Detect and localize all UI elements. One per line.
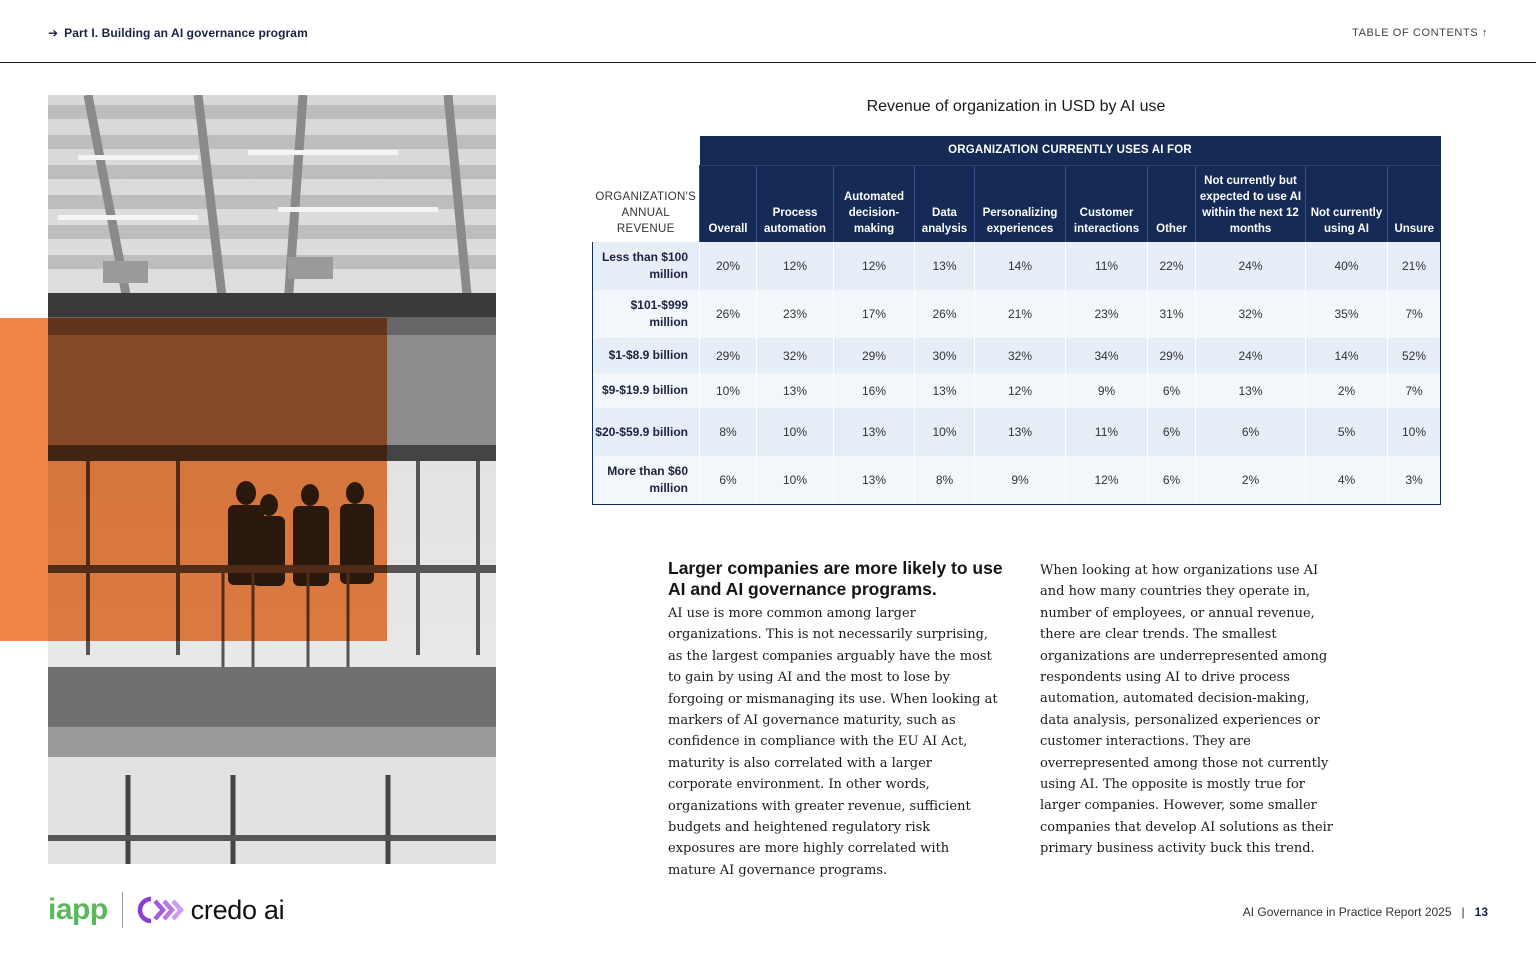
table-cell: 10%: [700, 373, 757, 408]
footer-logos: [48, 888, 284, 932]
table-cell: 3%: [1388, 456, 1441, 504]
table-cell: 13%: [834, 408, 915, 456]
page-footer: [1243, 905, 1488, 919]
table-cell: 17%: [834, 290, 915, 338]
table-cell: 35%: [1306, 290, 1388, 338]
column-header: Personalizing experiences: [975, 165, 1066, 242]
table-corner-blank: [593, 136, 700, 165]
table-cell: 21%: [1388, 242, 1441, 290]
table-cell: 14%: [975, 242, 1066, 290]
table-cell: 12%: [1066, 456, 1148, 504]
table-cell: 9%: [975, 456, 1066, 504]
revenue-table: [592, 136, 1441, 505]
table-cell: 52%: [1388, 338, 1441, 373]
table-cell: 4%: [1306, 456, 1388, 504]
column-header: Overall: [700, 165, 757, 242]
column-header: Not currently but expected to use AI within the next 12 months: [1196, 165, 1306, 242]
table-cell: 13%: [915, 373, 975, 408]
table-cell: 10%: [757, 408, 834, 456]
credo-ai-mark-icon: [137, 895, 185, 925]
orange-accent-block: [0, 318, 387, 641]
table-cell: 40%: [1306, 242, 1388, 290]
table-cell: 13%: [757, 373, 834, 408]
table-cell: 9%: [1066, 373, 1148, 408]
credo-ai-logo: credo ai: [190, 894, 285, 925]
table-cell: 23%: [757, 290, 834, 338]
report-title: AI Governance in Practice Report 2025: [1242, 905, 1452, 919]
table-row: [593, 242, 1441, 290]
arrow-up-icon: ↑: [1481, 27, 1488, 39]
table-cell: 24%: [1196, 242, 1306, 290]
table-cell: 13%: [1196, 373, 1306, 408]
table-cell: 12%: [834, 242, 915, 290]
article-heading: Larger companies are more likely to use AI and AI governance programs.: [668, 558, 1003, 599]
article-paragraph-1: AI use is more common among larger organizations. This is not necessarily surprising, as the largest companies arguably have the most to gain by using AI and the most to lose by forgoing or mismanaging its use. When looking at markers of AI governance maturity, such as confidence in compliance with the EU AI Act, maturity is also correlated with a larger corporate environment. In other words, organizations with greater revenue, sufficient budgets and heightened regulatory risk exposures are more highly correlated with mature AI governance programs.: [668, 606, 998, 878]
iapp-logo: iapp: [48, 893, 108, 926]
table-cell: 6%: [1148, 373, 1196, 408]
table-cell: 13%: [834, 456, 915, 504]
page-number: 13: [1474, 905, 1488, 919]
column-header: Process automation: [757, 165, 834, 242]
column-header: Not currently using AI: [1306, 165, 1388, 242]
table-cell: 32%: [975, 338, 1066, 373]
column-header: Customer interactions: [1066, 165, 1148, 242]
row-label: $101-$999 million: [593, 290, 700, 338]
table-cell: 10%: [1388, 408, 1441, 456]
group-header: ORGANIZATION CURRENTLY USES AI FOR: [700, 136, 1441, 165]
table-cell: 10%: [757, 456, 834, 504]
table-row: [593, 456, 1441, 504]
toc-label: TABLE OF CONTENTS: [1352, 27, 1479, 39]
table-row: [593, 408, 1441, 456]
table-cell: 2%: [1306, 373, 1388, 408]
article-paragraph-2: When looking at how organizations use AI and how many countries they operate in, number of employees, or annual revenue, there are clear trends. The smallest organizations are underrepresented among respondents using AI to drive process automation, automated decision-making, data analysis, personalized experiences or customer interactions. They are overrepresented among those not currently using AI. The opposite is mostly true for larger companies. However, some smaller companies that develop AI solutions as their primary business activity buck this trend.: [1040, 563, 1334, 857]
table-cell: 29%: [1148, 338, 1196, 373]
table-cell: 16%: [834, 373, 915, 408]
table-cell: 26%: [915, 290, 975, 338]
table-row: [593, 338, 1441, 373]
row-label: Less than $100 million: [593, 242, 700, 290]
table-cell: 7%: [1388, 373, 1441, 408]
table-cell: 5%: [1306, 408, 1388, 456]
page-header: [0, 0, 1536, 63]
row-label: $1-$8.9 billion: [593, 338, 700, 373]
footer-divider: |: [1461, 905, 1465, 919]
table-cell: 2%: [1196, 456, 1306, 504]
arrow-right-icon: ➔: [48, 26, 59, 40]
table-cell: 7%: [1388, 290, 1441, 338]
row-label: $9-$19.9 billion: [593, 373, 700, 408]
column-header: Unsure: [1388, 165, 1441, 242]
logo-divider: [122, 892, 123, 928]
table-cell: 22%: [1148, 242, 1196, 290]
table-cell: 29%: [834, 338, 915, 373]
row-axis-header: ORGANIZATION'S ANNUAL REVENUE: [595, 191, 697, 235]
breadcrumb[interactable]: [48, 26, 308, 40]
breadcrumb-label: Part I. Building an AI governance program: [64, 26, 308, 40]
table-cell: 13%: [915, 242, 975, 290]
table-cell: 31%: [1148, 290, 1196, 338]
table-of-contents-link[interactable]: [1352, 27, 1488, 39]
table-cell: 11%: [1066, 408, 1148, 456]
table-cell: 32%: [757, 338, 834, 373]
table-title: Revenue of organization in USD by AI use: [866, 98, 1166, 115]
table-cell: 12%: [975, 373, 1066, 408]
table-cell: 8%: [915, 456, 975, 504]
table-cell: 26%: [700, 290, 757, 338]
table-cell: 30%: [915, 338, 975, 373]
column-header: Automated decision-making: [834, 165, 915, 242]
row-label: More than $60 million: [593, 456, 700, 504]
table-cell: 29%: [700, 338, 757, 373]
table-row: [593, 290, 1441, 338]
column-header: Data analysis: [915, 165, 975, 242]
table-cell: 6%: [1196, 408, 1306, 456]
table-cell: 20%: [700, 242, 757, 290]
row-label: $20-$59.9 billion: [593, 408, 700, 456]
table-cell: 6%: [1148, 408, 1196, 456]
column-header: Other: [1148, 165, 1196, 242]
table-cell: 24%: [1196, 338, 1306, 373]
table-cell: 23%: [1066, 290, 1148, 338]
table-cell: 8%: [700, 408, 757, 456]
table-cell: 12%: [757, 242, 834, 290]
table-cell: 32%: [1196, 290, 1306, 338]
table-cell: 13%: [975, 408, 1066, 456]
table-cell: 6%: [1148, 456, 1196, 504]
table-cell: 34%: [1066, 338, 1148, 373]
table-cell: 21%: [975, 290, 1066, 338]
table-cell: 11%: [1066, 242, 1148, 290]
table-cell: 6%: [700, 456, 757, 504]
table-cell: 14%: [1306, 338, 1388, 373]
table-row: [593, 373, 1441, 408]
table-cell: 10%: [915, 408, 975, 456]
